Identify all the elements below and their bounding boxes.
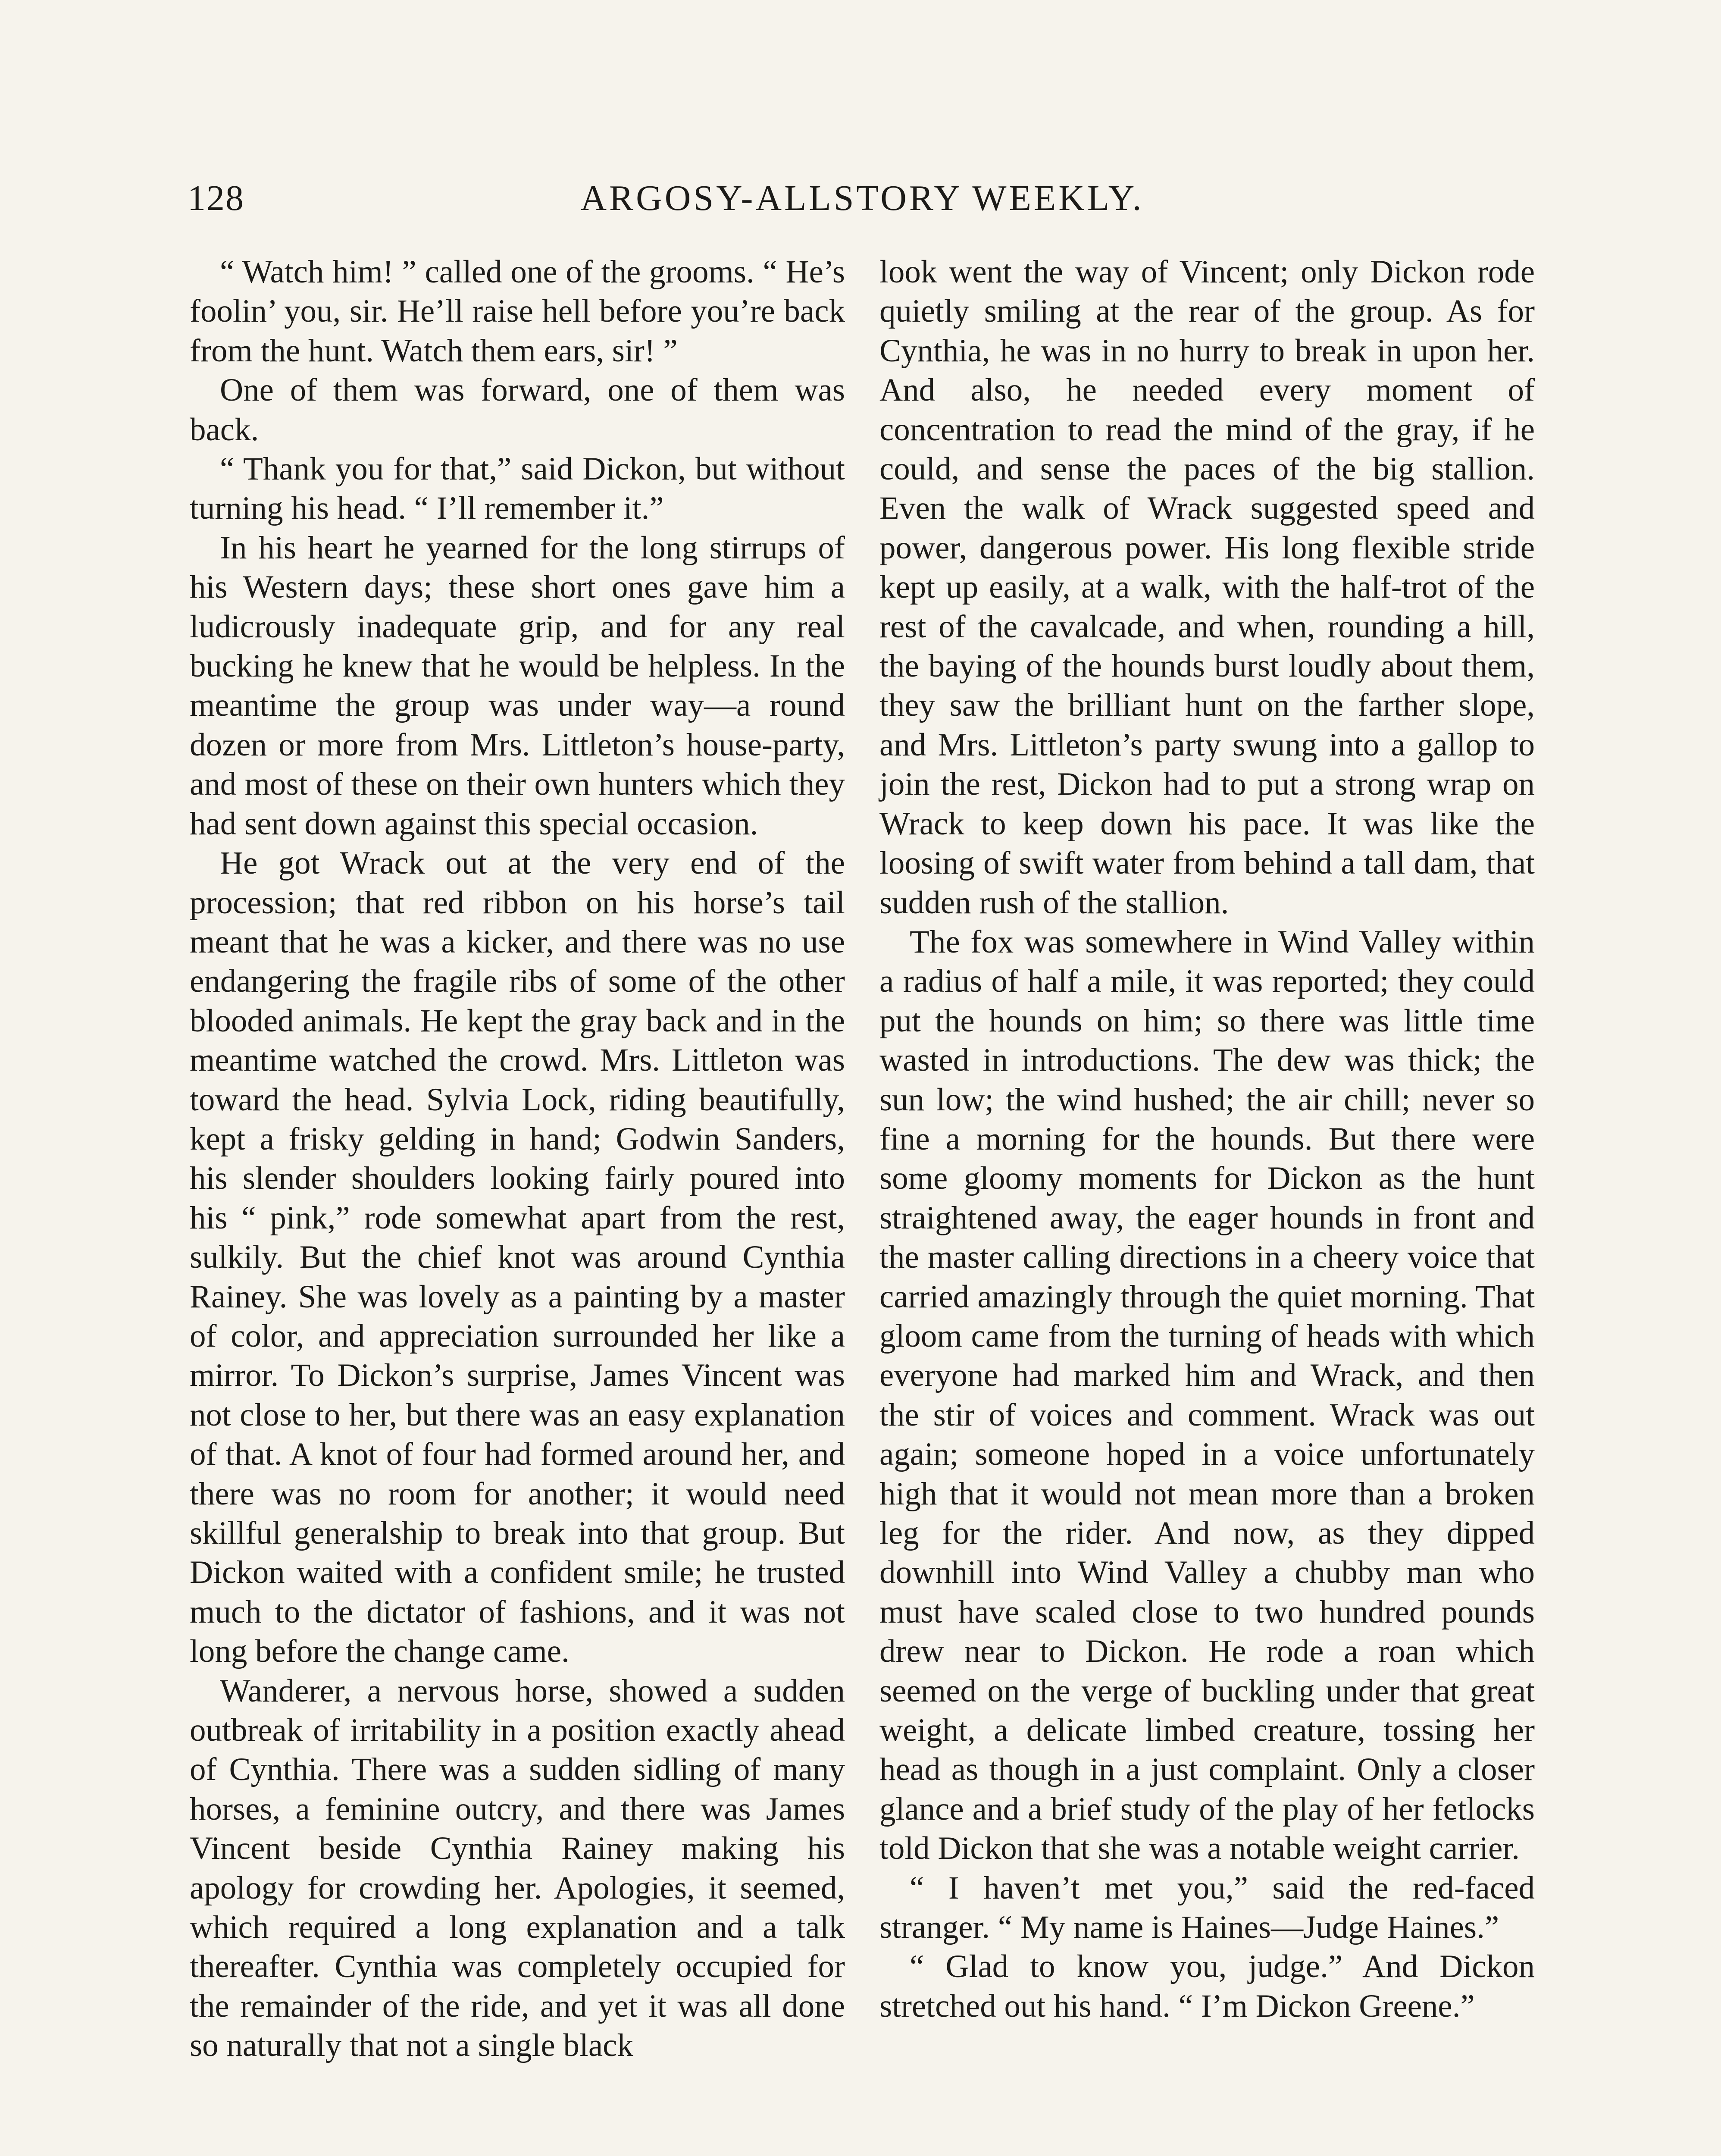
page-header xyxy=(188,175,1537,222)
paragraph: Wanderer, a nervous horse, showed a sudden outbreak of irritability in a position exactly ahead of Cynthia. There was a sudden sidling of many horses, a feminine outcry, and there was James Vincent beside Cynthia Rainey making his apology for crowding her. Apologies, it seemed, which required a long explanation and a talk thereafter. Cynthia was completely occupied for the remainder of the ride, and yet it was all done so naturally that not a single black xyxy=(190,1673,845,2064)
right-column xyxy=(879,252,1535,2026)
paragraph: “ Glad to know you, judge.” And Dickon stretched out his hand. “ I’m Dickon Greene.” xyxy=(879,1949,1535,2024)
paragraph: “ I haven’t met you,” said the red-faced stranger. “ My name is Haines—Judge Haines.” xyxy=(879,1870,1535,1946)
paragraph: “ Thank you for that,” said Dickon, but without turning his head. “ I’ll remember it.” xyxy=(190,451,845,526)
paragraph: “ Watch him! ” called one of the grooms. “ He’s foolin’ you, sir. He’ll raise hell before you’re back from the hunt. Watch them ears, sir! ” xyxy=(190,254,845,369)
page-number: 128 xyxy=(188,178,244,218)
paragraph-continuation: look went the way of Vincent; only Dickon rode quietly smiling at the rear of the group. As for Cynthia, he was in no hurry to break in upon her. And also, he needed every moment of concentration to read the mind of the gray, if he could, and sense the paces of the big stallion. Even the walk of Wrack suggested speed and power, dangerous power. His long flexible stride kept up easily, at a walk, with the half-trot of the rest of the cavalcade, and when, rounding a hill, the baying of the hounds burst loudly about them, they saw the brilliant hunt on the farther slope, and Mrs. Littleton’s party swung into a gallop to join the rest, Dickon had to put a strong wrap on Wrack to keep down his pace. It was like the loosing of swift water from behind a tall dam, that sudden rush of the stallion. xyxy=(879,254,1535,921)
left-column xyxy=(190,252,845,2065)
running-title: ARGOSY-ALLSTORY WEEKLY. xyxy=(580,178,1144,218)
paragraph: In his heart he yearned for the long stirrups of his Western days; these short ones gave him a ludicrously inadequate grip, and for any real bucking he knew that he would be helpless. In the meantime the group was under way—a round dozen or more from Mrs. Littleton’s house-party, and most of these on their own hunters which they had sent down against this special occasion. xyxy=(190,530,845,842)
paragraph: He got Wrack out at the very end of the procession; that red ribbon on his horse’s tail meant that he was a kicker, and there was no use endangering the fragile ribs of some of the other blooded animals. He kept the gray back and in the meantime watched the crowd. Mrs. Littleton was toward the head. Sylvia Lock, riding beautifully, kept a frisky gelding in hand; Godwin Sanders, his slender shoulders looking fairly poured into his “ pink,” rode somewhat apart from the rest, sulkily. But the chief knot was around Cynthia Rainey. She was lovely as a painting by a master of color, and appreciation surrounded her like a mirror. To Dickon’s surprise, James Vincent was not close to her, but there was an easy explanation of that. A knot of four had formed around her, and there was no room for another; it would need skillful generalship to break into that group. But Dickon waited with a confident smile; he trusted much to the dictator of fashions, and it was not long before the change came. xyxy=(190,845,845,1670)
paragraph: The fox was somewhere in Wind Valley within a radius of half a mile, it was reported; they could put the hounds on him; so there was little time wasted in introductions. The dew was thick; the sun low; the wind hushed; the air chill; never so fine a morning for the hounds. But there were some gloomy moments for Dickon as the hunt straightened away, the eager hounds in front and the master calling directions in a cheery voice that carried amazingly through the quiet morning. That gloom came from the turning of heads with which everyone had marked him and Wrack, and then the stir of voices and comment. Wrack was out again; someone hoped in a voice unfortunately high that it would not mean more than a broken leg for the rider. And now, as they dipped downhill into Wind Valley a chubby man who must have scaled close to two hundred pounds drew near to Dickon. He rode a roan which seemed on the verge of buckling under that great weight, a delicate limbed creature, tossing her head as though in a just complaint. Only a closer glance and a brief study of the play of her fetlocks told Dickon that she was a notable weight carrier. xyxy=(879,924,1535,1867)
paragraph: One of them was forward, one of them was back. xyxy=(190,372,845,448)
